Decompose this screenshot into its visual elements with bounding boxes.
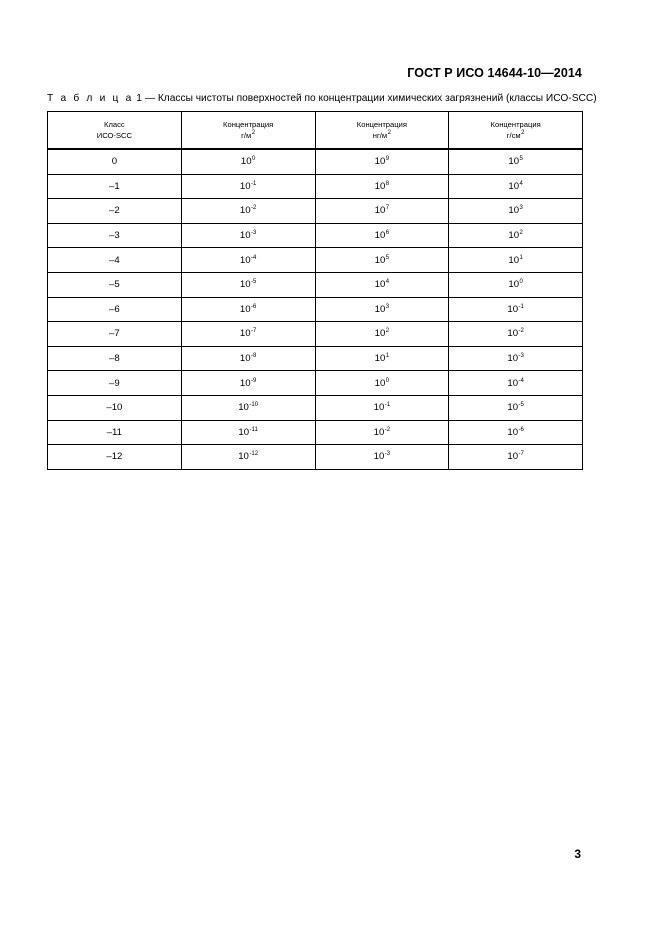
conc-exp: -2 — [384, 426, 391, 433]
table-body — [48, 149, 583, 469]
conc-g-m2-cell — [181, 420, 315, 445]
conc-base: 10 — [240, 156, 252, 168]
table-row — [48, 199, 583, 224]
caption-label: Т а б л и ц а — [47, 93, 134, 104]
conc-exp: -5 — [251, 279, 257, 286]
conc-ng-m2-cell — [315, 395, 449, 420]
document-id: ГОСТ Р ИСО 14644-10—2014 — [407, 66, 582, 80]
conc-base: 10 — [239, 353, 251, 365]
conc-exp: 0 — [385, 377, 390, 384]
conc-exp: -1 — [518, 303, 524, 310]
conc-base: 10 — [374, 279, 386, 291]
conc-ng-m2-cell — [315, 445, 449, 470]
conc-exp: 3 — [519, 205, 523, 212]
conc-base: 10 — [239, 279, 251, 291]
header-conc-g-cm2-unit — [449, 130, 582, 141]
conc-exp: -11 — [249, 426, 258, 433]
conc-g-m2-cell — [181, 272, 315, 297]
conc-base: 10 — [238, 402, 249, 414]
conc-exp: -3 — [518, 353, 524, 360]
conc-exp: 2 — [519, 230, 523, 237]
conc-exp: 4 — [519, 180, 523, 187]
conc-exp: 4 — [385, 279, 390, 286]
class-cell: –7 — [48, 322, 182, 347]
conc-exp: 2 — [385, 328, 390, 335]
conc-g-m2-cell — [181, 149, 315, 174]
conc-exp: -3 — [384, 451, 391, 458]
conc-exp: -2 — [251, 205, 257, 212]
conc-exp: 7 — [385, 205, 390, 212]
table-row — [48, 346, 583, 371]
header-conc-ng-m2-unit-exp: 2 — [387, 130, 391, 136]
header-conc-g-m2-unit-text: г/м — [241, 131, 252, 140]
class-cell: –6 — [48, 297, 182, 322]
conc-exp: -8 — [251, 353, 257, 360]
conc-ng-m2-cell — [315, 149, 449, 174]
conc-base: 10 — [239, 303, 251, 315]
conc-exp: 1 — [385, 353, 390, 360]
conc-g-m2-cell — [181, 395, 315, 420]
conc-ng-m2-cell — [315, 199, 449, 224]
table-row — [48, 149, 583, 174]
conc-base: 10 — [508, 254, 520, 266]
conc-exp: -2 — [518, 328, 524, 335]
page-number: 3 — [574, 847, 581, 861]
class-cell: –3 — [48, 223, 182, 248]
conc-base: 10 — [507, 451, 519, 463]
header-conc-g-cm2-unit-exp: 2 — [521, 130, 525, 136]
conc-g-cm2-cell — [449, 297, 583, 322]
conc-base: 10 — [239, 180, 251, 192]
conc-exp: 0 — [519, 279, 523, 286]
class-cell: –4 — [48, 248, 182, 273]
conc-base: 10 — [508, 279, 520, 291]
conc-exp: -6 — [251, 303, 257, 310]
conc-base: 10 — [238, 426, 250, 438]
conc-g-m2-cell — [181, 248, 315, 273]
conc-base: 10 — [374, 328, 386, 340]
conc-exp: -5 — [518, 402, 524, 409]
conc-g-m2-cell — [181, 199, 315, 224]
conc-base: 10 — [508, 156, 520, 168]
conc-base: 10 — [239, 205, 251, 217]
conc-exp: -1 — [251, 180, 257, 187]
header-conc-ng-m2-line1: Концентрация — [356, 120, 407, 129]
conc-ng-m2-cell — [315, 272, 449, 297]
conc-exp: -12 — [249, 451, 259, 458]
conc-g-m2-cell — [181, 346, 315, 371]
table-row — [48, 322, 583, 347]
conc-g-m2-cell — [181, 174, 315, 199]
header-conc-g-cm2 — [449, 112, 583, 150]
conc-base: 10 — [507, 426, 519, 438]
conc-base: 10 — [374, 303, 386, 315]
table-row — [48, 174, 583, 199]
class-cell: –10 — [48, 395, 182, 420]
cleanliness-classes-table — [47, 111, 583, 470]
header-conc-g-m2 — [181, 112, 315, 150]
conc-ng-m2-cell — [315, 420, 449, 445]
table-row — [48, 371, 583, 396]
conc-g-cm2-cell — [449, 346, 583, 371]
conc-exp: -7 — [251, 328, 257, 335]
conc-exp: -4 — [251, 254, 257, 261]
conc-exp: 8 — [385, 180, 390, 187]
conc-g-m2-cell — [181, 223, 315, 248]
conc-exp: 5 — [385, 254, 390, 261]
conc-base: 10 — [239, 230, 251, 242]
table-row — [48, 272, 583, 297]
conc-base: 10 — [373, 402, 385, 414]
conc-exp: -1 — [384, 402, 391, 409]
conc-exp: 9 — [385, 156, 390, 163]
class-cell: –11 — [48, 420, 182, 445]
conc-base: 10 — [508, 230, 520, 242]
conc-base: 10 — [507, 353, 519, 365]
conc-base: 10 — [239, 254, 251, 266]
conc-base: 10 — [507, 402, 519, 414]
header-conc-ng-m2-unit-text: нг/м — [372, 131, 388, 140]
class-cell: –2 — [48, 199, 182, 224]
header-conc-g-cm2-unit-text: г/см — [506, 131, 521, 140]
caption-text: — Классы чистоты поверхностей по концентрации химических загрязнений (классы ИСО-SCC) — [144, 93, 597, 104]
table-row — [48, 223, 583, 248]
header-class-line1: Класс — [104, 120, 125, 129]
conc-g-cm2-cell — [449, 223, 583, 248]
conc-exp: 0 — [252, 156, 256, 163]
conc-ng-m2-cell — [315, 297, 449, 322]
conc-base: 10 — [374, 254, 386, 266]
conc-base: 10 — [374, 353, 386, 365]
class-cell: –12 — [48, 445, 182, 470]
class-cell: –5 — [48, 272, 182, 297]
conc-exp: -9 — [251, 377, 257, 384]
conc-base: 10 — [507, 377, 519, 389]
conc-base: 10 — [238, 451, 249, 463]
conc-exp: 6 — [385, 230, 390, 237]
conc-exp: -7 — [518, 451, 524, 458]
conc-exp: 3 — [385, 303, 390, 310]
header-conc-g-cm2-line1: Концентрация — [490, 120, 541, 129]
conc-g-cm2-cell — [449, 174, 583, 199]
conc-exp: -6 — [518, 426, 524, 433]
conc-exp: -4 — [518, 377, 524, 384]
conc-g-cm2-cell — [449, 420, 583, 445]
conc-ng-m2-cell — [315, 346, 449, 371]
conc-g-cm2-cell — [449, 272, 583, 297]
table-row — [48, 248, 583, 273]
class-cell: –9 — [48, 371, 182, 396]
header-conc-g-m2-unit-exp: 2 — [251, 130, 256, 136]
conc-base: 10 — [374, 377, 386, 389]
conc-exp: -10 — [249, 402, 259, 409]
conc-ng-m2-cell — [315, 223, 449, 248]
conc-base: 10 — [507, 303, 519, 315]
conc-ng-m2-cell — [315, 322, 449, 347]
conc-g-cm2-cell — [449, 149, 583, 174]
conc-g-cm2-cell — [449, 199, 583, 224]
conc-exp: 5 — [519, 156, 523, 163]
caption-number: 1 — [136, 93, 142, 104]
header-conc-ng-m2-unit — [316, 130, 449, 141]
conc-base: 10 — [508, 205, 520, 217]
conc-g-m2-cell — [181, 297, 315, 322]
conc-base: 10 — [374, 180, 386, 192]
table-row — [48, 420, 583, 445]
header-class-line2: ИСО-SCC — [96, 131, 132, 140]
header-conc-ng-m2 — [315, 112, 449, 150]
conc-base: 10 — [374, 205, 386, 217]
conc-g-cm2-cell — [449, 322, 583, 347]
table-row — [48, 297, 583, 322]
conc-base: 10 — [374, 230, 386, 242]
header-conc-g-m2-unit — [182, 130, 315, 141]
conc-base: 10 — [373, 426, 385, 438]
conc-base: 10 — [239, 328, 251, 340]
conc-base: 10 — [507, 328, 519, 340]
conc-g-m2-cell — [181, 445, 315, 470]
conc-g-m2-cell — [181, 371, 315, 396]
class-cell: –8 — [48, 346, 182, 371]
conc-exp: 1 — [519, 254, 523, 261]
table-header-row — [48, 112, 583, 150]
table-caption — [47, 93, 607, 104]
conc-base: 10 — [373, 451, 385, 463]
conc-base: 10 — [508, 180, 520, 192]
table-row — [48, 395, 583, 420]
conc-ng-m2-cell — [315, 174, 449, 199]
conc-base: 10 — [239, 377, 251, 389]
conc-g-cm2-cell — [449, 395, 583, 420]
header-conc-g-m2-line1: Концентрация — [223, 120, 274, 129]
conc-ng-m2-cell — [315, 248, 449, 273]
header-class — [48, 112, 182, 150]
conc-base: 10 — [374, 156, 386, 168]
table-row — [48, 445, 583, 470]
conc-g-cm2-cell — [449, 445, 583, 470]
conc-g-cm2-cell — [449, 371, 583, 396]
conc-ng-m2-cell — [315, 371, 449, 396]
conc-exp: -3 — [251, 230, 257, 237]
class-cell: –1 — [48, 174, 182, 199]
conc-g-cm2-cell — [449, 248, 583, 273]
conc-g-m2-cell — [181, 322, 315, 347]
class-cell: 0 — [48, 149, 182, 174]
